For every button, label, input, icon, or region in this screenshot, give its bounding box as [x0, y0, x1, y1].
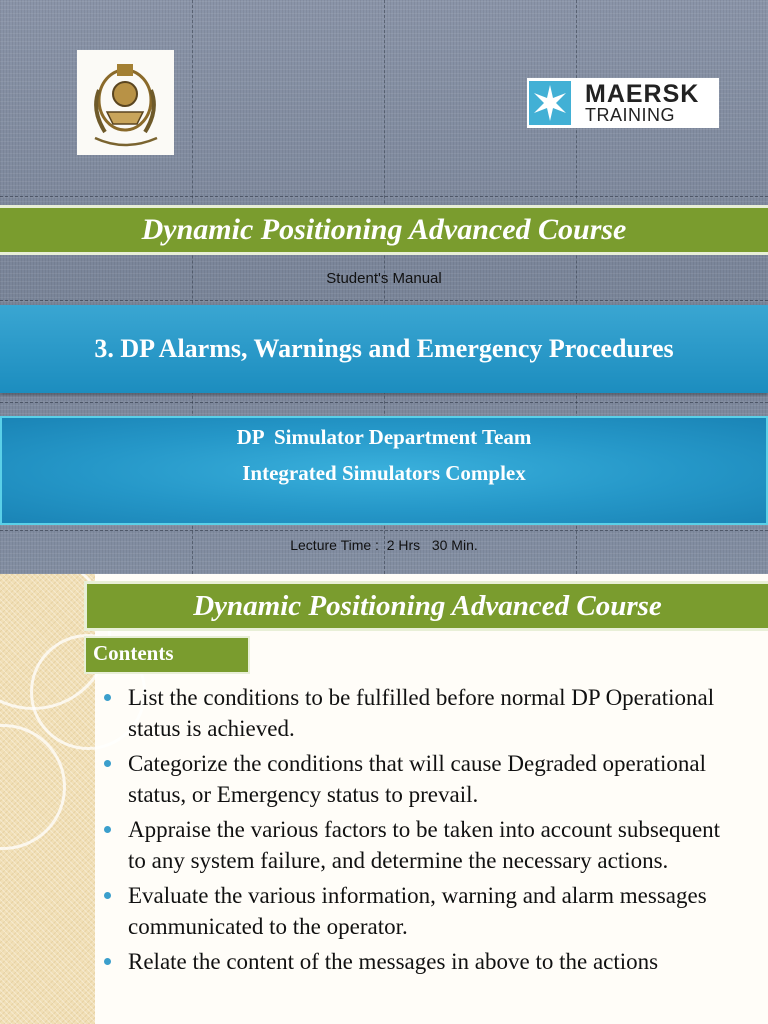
team-box [0, 416, 768, 525]
bullet-icon [104, 826, 111, 833]
maersk-star-icon [529, 81, 571, 125]
lecture-time: Lecture Time : 2 Hrs 30 Min. [290, 537, 478, 553]
contents-heading: Contents [84, 636, 250, 674]
list-item: Relate the content of the messages in above to the actions [100, 946, 740, 977]
course-title: Dynamic Positioning Advanced Course [193, 589, 662, 622]
list-item: Categorize the conditions that will cause Degraded operational status, or Emergency status to prevail. [100, 748, 740, 810]
brand-name: MAERSK [585, 80, 700, 108]
list-item: List the conditions to be fulfilled before normal DP Operational status is achieved. [100, 682, 740, 744]
maersk-training-logo [527, 78, 719, 128]
objectives-list [100, 682, 740, 981]
contents-slide [0, 574, 768, 1024]
course-title-banner [0, 205, 768, 255]
team-name: DP Simulator Department Team [236, 425, 532, 449]
ring-decoration [0, 724, 66, 850]
manual-label: Student's Manual [326, 270, 442, 287]
list-item: Appraise the various factors to be taken into account subsequent to any system failure, and determine the necessary actions. [100, 814, 740, 876]
emblem-icon [77, 50, 174, 155]
bullet-icon [104, 760, 111, 767]
course-title: Dynamic Positioning Advanced Course [141, 213, 627, 246]
chapter-title: 3. DP Alarms, Warnings and Emergency Procedures [94, 334, 674, 363]
chapter-title-banner [0, 305, 768, 393]
brand-subtitle: TRAINING [585, 105, 676, 125]
team-complex: Integrated Simulators Complex [242, 461, 526, 485]
list-item: Evaluate the various information, warning and alarm messages communicated to the operator. [100, 880, 740, 942]
side-decoration [0, 574, 95, 1024]
bullet-icon [104, 694, 111, 701]
course-title-banner [84, 581, 768, 631]
bullet-icon [104, 958, 111, 965]
bullet-icon [104, 892, 111, 899]
academy-logo [77, 50, 174, 155]
